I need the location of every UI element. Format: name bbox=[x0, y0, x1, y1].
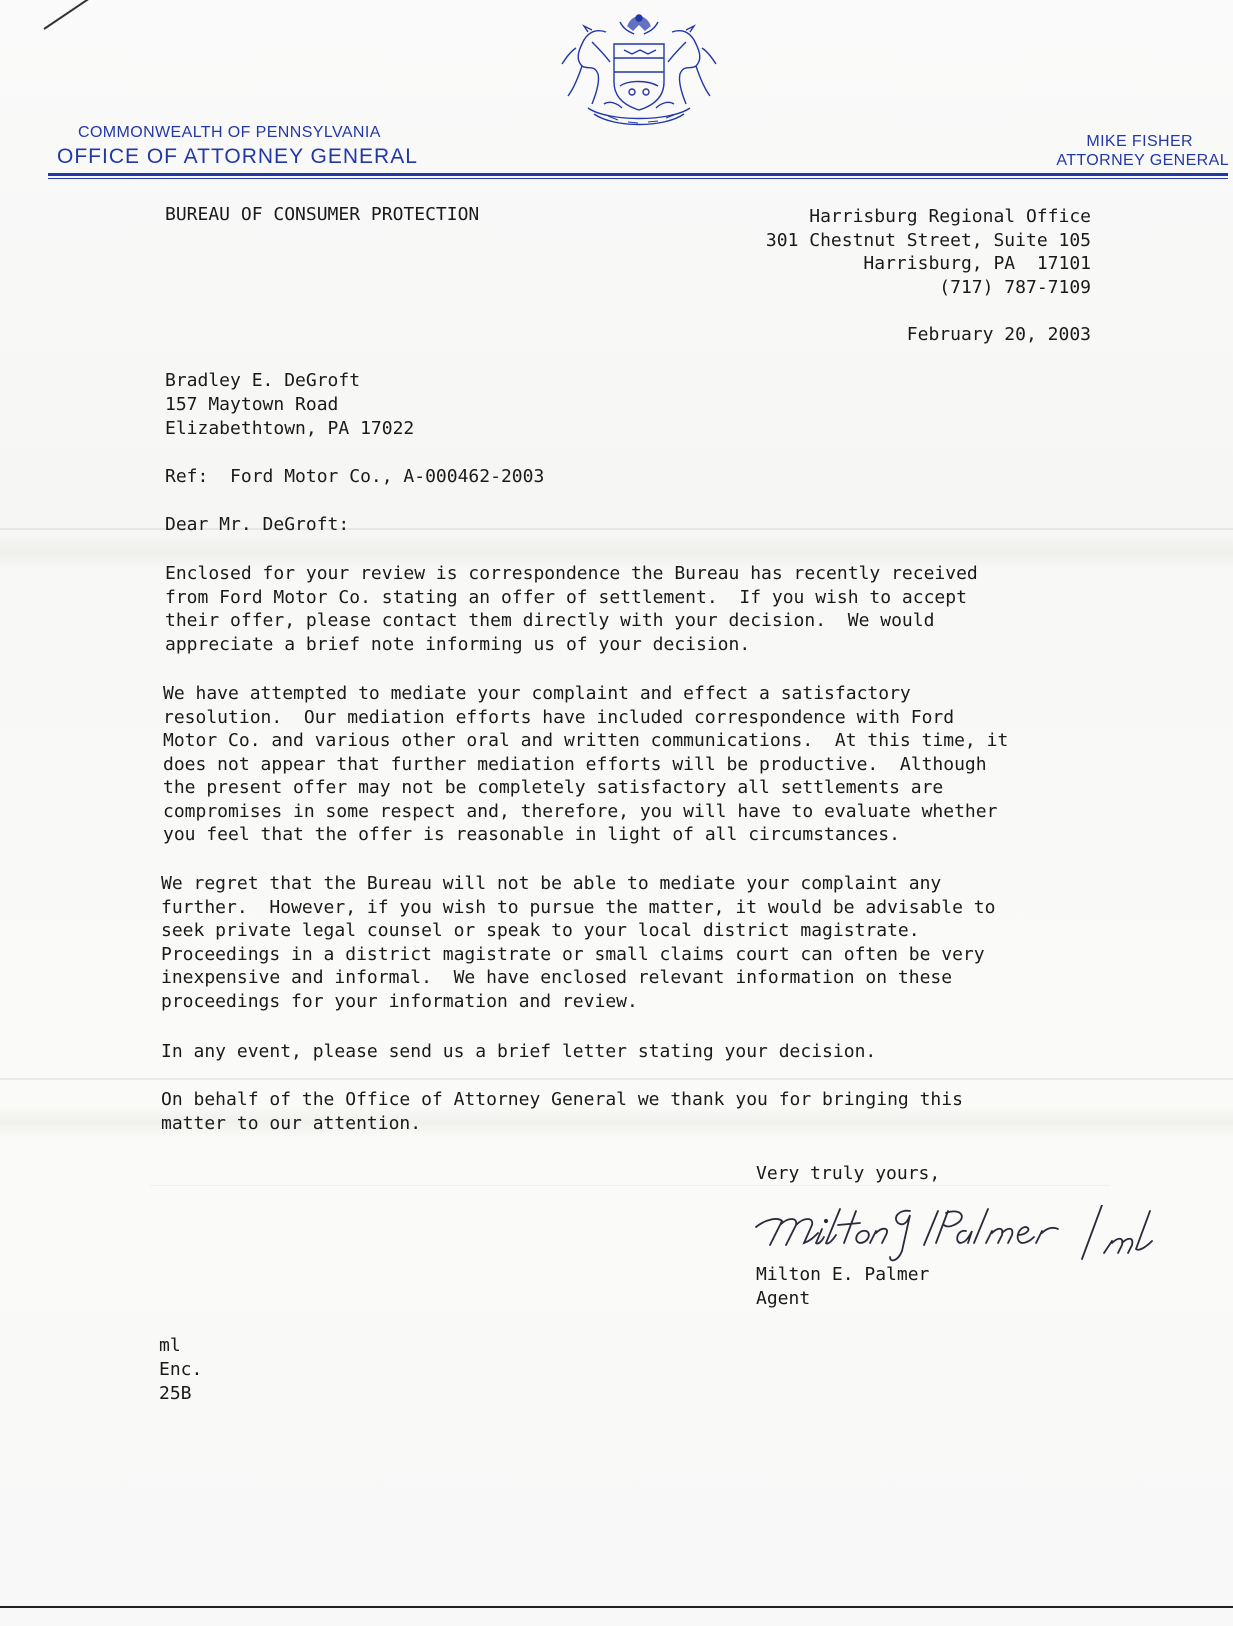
signer-title: Agent bbox=[756, 1288, 811, 1309]
letterhead-official-title: ATTORNEY GENERAL bbox=[1056, 152, 1229, 169]
pen-mark bbox=[43, 0, 96, 30]
body-paragraph-5: On behalf of the Office of Attorney General we thank you for bringing this matter to our attention. bbox=[161, 1089, 963, 1134]
body-paragraph-2: We have attempted to mediate your complaint and effect a satisfactory resolution. Our mediation efforts have included correspondence with Ford Motor Co. and various other oral and written communications. At this time, it does not appear that further mediation efforts will be productive. Although the present offer may not be completely satisfactory all settlements are compromises in some respect and, therefore, you will have to evaluate whether you feel that the offer is reasonable in light of all circumstances. bbox=[163, 683, 1009, 845]
office-name: Harrisburg Regional Office bbox=[809, 206, 1091, 227]
signer-name: Milton E. Palmer bbox=[756, 1264, 930, 1285]
reference-line: Ref: Ford Motor Co., A-000462-2003 bbox=[165, 466, 545, 487]
recipient-street: 157 Maytown Road bbox=[165, 394, 339, 415]
bureau-name: BUREAU OF CONSUMER PROTECTION bbox=[165, 204, 480, 225]
body-paragraph-3: We regret that the Bureau will not be able to mediate your complaint any further. However, if you wish to pursue the matter, it would be advisable to seek private legal counsel or speak to your local district magistrate. Proceedings in a district magistrate or small claims court can often be very inexpensive and informal. We have enclosed relevant information on these proceedings for your information and review. bbox=[161, 873, 996, 1012]
closing: Very truly yours, bbox=[756, 1163, 941, 1184]
paper-fold-line bbox=[0, 1078, 1233, 1080]
letter-date: February 20, 2003 bbox=[906, 324, 1091, 345]
letterhead-office-line: OFFICE OF ATTORNEY GENERAL bbox=[57, 145, 418, 168]
scan-edge bbox=[0, 1606, 1233, 1608]
enclosure-notation: Enc. bbox=[159, 1359, 203, 1380]
letterhead-divider bbox=[48, 173, 1228, 176]
pennsylvania-seal-icon bbox=[548, 4, 730, 134]
recipient-name: Bradley E. DeGroft bbox=[165, 370, 361, 391]
typist-initials: ml bbox=[159, 1335, 181, 1356]
body-paragraph-1: Enclosed for your review is correspondence the Bureau has recently received from Ford Motor Co. stating an offer of settlement. If you wish to accept their offer, please contact them directly with your decision. We would appreciate a brief note informing us of your decision. bbox=[165, 563, 978, 655]
office-address bbox=[766, 205, 1091, 299]
recipient-city: Elizabethtown, PA 17022 bbox=[165, 418, 415, 439]
letterhead-org-line: COMMONWEALTH OF PENNSYLVANIA bbox=[78, 124, 381, 141]
office-city: Harrisburg, PA 17101 bbox=[863, 253, 1091, 274]
office-phone: (717) 787-7109 bbox=[939, 276, 1091, 298]
salutation: Dear Mr. DeGroft: bbox=[165, 514, 350, 535]
file-code: 25B bbox=[159, 1383, 192, 1404]
body-paragraph-4: In any event, please send us a brief letter stating your decision. bbox=[161, 1041, 877, 1062]
show-through-texture bbox=[150, 1185, 1110, 1187]
letterhead-divider-thin bbox=[48, 178, 1228, 179]
letterhead-official-name: MIKE FISHER bbox=[1086, 133, 1193, 150]
office-street: 301 Chestnut Street, Suite 105 bbox=[765, 229, 1091, 251]
